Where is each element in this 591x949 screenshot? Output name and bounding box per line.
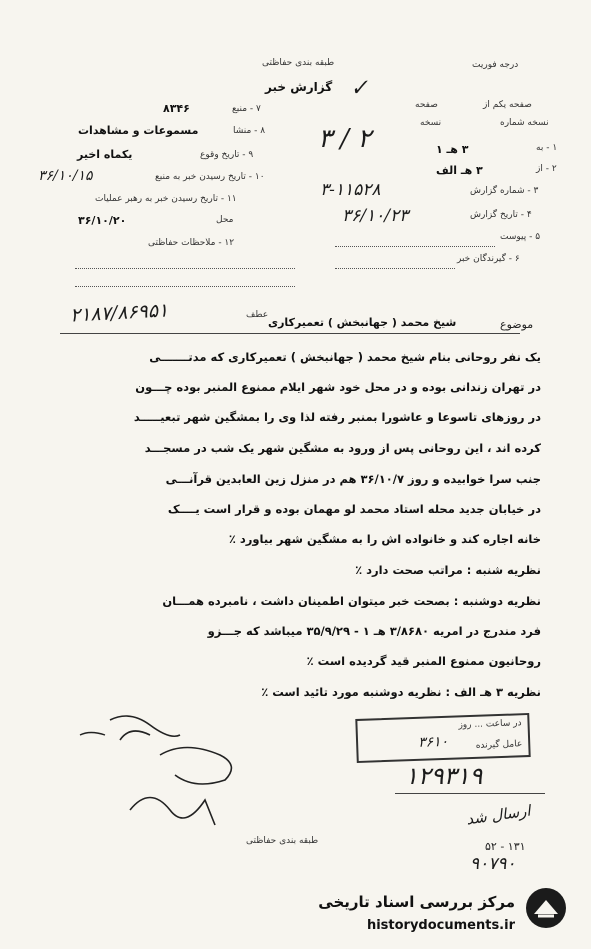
page-word: صفحه	[415, 100, 438, 110]
report-title: گزارش خبر	[265, 80, 333, 94]
classification-bottom: طبقه بندی حفاظتی	[246, 836, 319, 846]
copy-word: نسخه	[420, 118, 442, 128]
field-1-label: ۱ - به	[536, 143, 558, 153]
copy-of: نسخه شماره	[500, 118, 549, 128]
field-6-dots	[335, 268, 455, 269]
receipt-stamp	[355, 713, 530, 763]
handwritten-mark: ✓	[349, 75, 370, 102]
stamp-line-3: عامل گیرنده	[475, 739, 523, 751]
f9-value: یکماه اخیر	[77, 148, 133, 161]
body-line-4: کرده اند ، این روحانی پس از ورود به مشگین شهر یک شب در مسجـــد	[144, 441, 541, 455]
brand-name: مرکز بررسی اسناد تاریخی	[318, 893, 515, 911]
f9-label: ۹ - تاریخ وقوع	[200, 150, 254, 160]
opinion-line-2: نظریه دوشنبه : بصحت خبر میتوان اطمینان داشت ، نامبرده همـــان	[162, 594, 541, 608]
field-4-label: ۴ - تاریخ گزارش	[470, 210, 532, 220]
brand-url: historydocuments.ir	[366, 918, 515, 933]
f12-dots-1	[75, 268, 295, 269]
f10-value: ۳۶/۱۰/۱۵	[38, 168, 93, 184]
urgency-label: درجه فوریت	[472, 60, 519, 70]
stamp-line-2: ۳۶۱۰	[417, 733, 449, 751]
body-line-2: در تهران زندانی بوده و در محل خود شهر ایلام ممنوع المنبر بوده چـــون	[135, 380, 541, 394]
body-line-5: جنب سرا خوابیده و روز ۳۶/۱۰/۷ هم در منزل زین العابدین قرآنـــی	[165, 472, 541, 486]
f11-label: ۱۱ - تاریخ رسیدن خبر به رهبر عملیات	[95, 194, 237, 204]
opinion-line-4: روحانیون ممنوع المنبر قید گردیده است ٪	[306, 654, 541, 668]
subject-rule	[60, 333, 520, 334]
field-3-label: ۳ - شماره گزارش	[470, 186, 539, 196]
body-line-7: خانه اجاره کند و خانواده اش را به مشگین شهر بیاورد ٪	[228, 532, 541, 546]
hand-note: ارسال شد	[465, 801, 532, 829]
f10-label: ۱۰ - تاریخ رسیدن خبر به منبع	[155, 172, 265, 182]
field-5-dots	[335, 246, 495, 247]
stamp-line-1: در ساعت ... روز	[458, 718, 522, 731]
f11-value: ۳۶/۱۰/۲۰	[78, 214, 127, 227]
f8-label: ۸ - منشا	[233, 126, 266, 136]
code-2: ۹۰۷۹۰	[470, 854, 516, 874]
subject-text: شیخ محمد ( جهانبخش ) تعمیرکاری	[268, 316, 457, 329]
subject-extra: عطف	[246, 310, 269, 320]
f7-value: ۸۳۴۶	[163, 102, 190, 115]
place-label: محل	[216, 215, 234, 225]
field-2-value: ۳ هـ الف	[436, 164, 483, 177]
field-1-value: ۳ هـ ۱	[436, 143, 469, 156]
page-of: صفحه یکم از	[483, 100, 532, 110]
f12-dots-2	[75, 286, 295, 287]
f7-label: ۷ - منبع	[232, 104, 261, 114]
field-2-label: ۲ - از	[536, 164, 557, 174]
opinion-line-3: فرد مندرج در امریه ۳/۸۶۸۰ هـ ۱ - ۳۵/۹/۲۹ میباشد که جـــزو	[207, 624, 541, 638]
field-5-label: ۵ - پیوست	[500, 232, 541, 242]
hand-number-rule	[395, 793, 545, 794]
field-6-label: ۶ - گیرندگان خبر	[457, 254, 520, 264]
hand-number: ۱۲۹۳۱۹	[405, 762, 483, 790]
opinion-line-5: نظریه ۳ هـ الف : نظریه دوشنبه مورد تائید است ٪	[261, 685, 541, 699]
field-3-value: ۳-۱۱۵۲۸	[320, 180, 381, 200]
handwritten-copy-number: ۳ / ۲	[318, 124, 372, 154]
field-4-value: ۳۶/۱۰/۲۳	[342, 206, 409, 226]
code-1: ۱۳۱ - ۵۲	[485, 840, 526, 853]
subject-hand-ref: ۲۱۸۷/۸۶۹۵۱	[69, 299, 169, 327]
opinion-line-1: نظریه شنبه : مراتب صحت دارد ٪	[355, 563, 541, 577]
f8-value: مسموعات و مشاهدات	[78, 124, 199, 137]
body-line-3: در روزهای تاسوعا و عاشورا بمنبر رفته لذا وی را بمشگین شهر تبعیـــــد	[133, 410, 541, 424]
body-line-6: در خیابان جدید محله استاد محمد لو مهمان بوده و قرار است یــــک	[167, 502, 541, 516]
handwritten-signatures	[70, 700, 310, 850]
archive-logo-icon	[524, 886, 568, 930]
body-line-1: یک نفر روحانی بنام شیخ محمد ( جهانبخش ) تعمیرکاری که مدتـــــــی	[149, 350, 541, 364]
f12-label: ۱۲ - ملاحظات حفاظتی	[148, 238, 235, 248]
subject-label: موضوع	[500, 318, 534, 331]
classification-top: طبقه بندی حفاظتی	[262, 58, 335, 68]
